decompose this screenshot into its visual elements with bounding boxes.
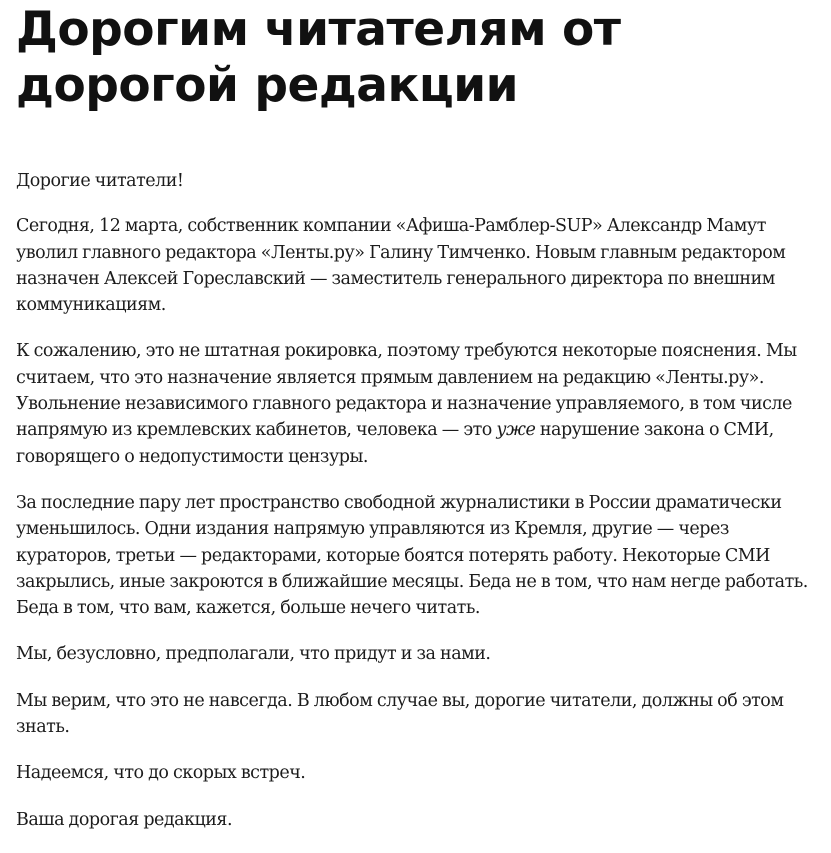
paragraph-dismissal: Сегодня, 12 марта, собственник компании «Афиша-Рамблер-SUP» Александр Мамут уволил главного редактора «Ленты.ру» Галину Тимченко. Новым главным редактором назначен Алексей Гореславский — заместитель генерального директора по внешним коммуникациям. [16, 216, 786, 316]
paragraph-farewell: Надеемся, что до скорых встреч. [16, 763, 306, 784]
signature: Ваша дорогая редакция. [16, 809, 233, 830]
article [16, 0, 828, 830]
greeting-paragraph: Дорогие читатели! [16, 171, 184, 191]
paragraph-belief: Мы верим, что это не навсегда. В любом случае вы, дорогие читатели, должны об этом знать. [16, 690, 784, 738]
emphasis-already: уже [496, 420, 536, 441]
article-body [16, 168, 828, 853]
paragraph-censorship-text-2: нарушение закона о СМИ, говорящего о недопустимости цензуры. [16, 420, 774, 467]
paragraph-expected: Мы, безусловно, предполагали, что придут и за нами. [16, 644, 491, 665]
article-title: Дорогим читателям от дорогой редакции [16, 2, 621, 113]
paragraph-press-freedom: За последние пару лет пространство свободной журналистики в России драматически уменьшилось. Одни издания напрямую управляются из Кремля, другие — через кураторов, третьи — редакторами, которые боятся потерять работу. Некоторые СМИ закрылись, иные закроются в ближайшие месяцы. Беда не в том, что нам негде работать. Беда в том, что вам, кажется, больше нечего читать. [16, 492, 808, 619]
paragraph-censorship-text-1: К сожалению, это не штатная рокировка, поэтому требуются некоторые пояснения. Мы считаем, что это назначение является прямым давлением на редакцию «Ленты.ру». Увольнение независимого главного редактора и назначение управляемого, в том числе напрямую из кремлевских кабинетов, человека — это [16, 341, 797, 441]
paragraph-censorship [16, 338, 828, 469]
